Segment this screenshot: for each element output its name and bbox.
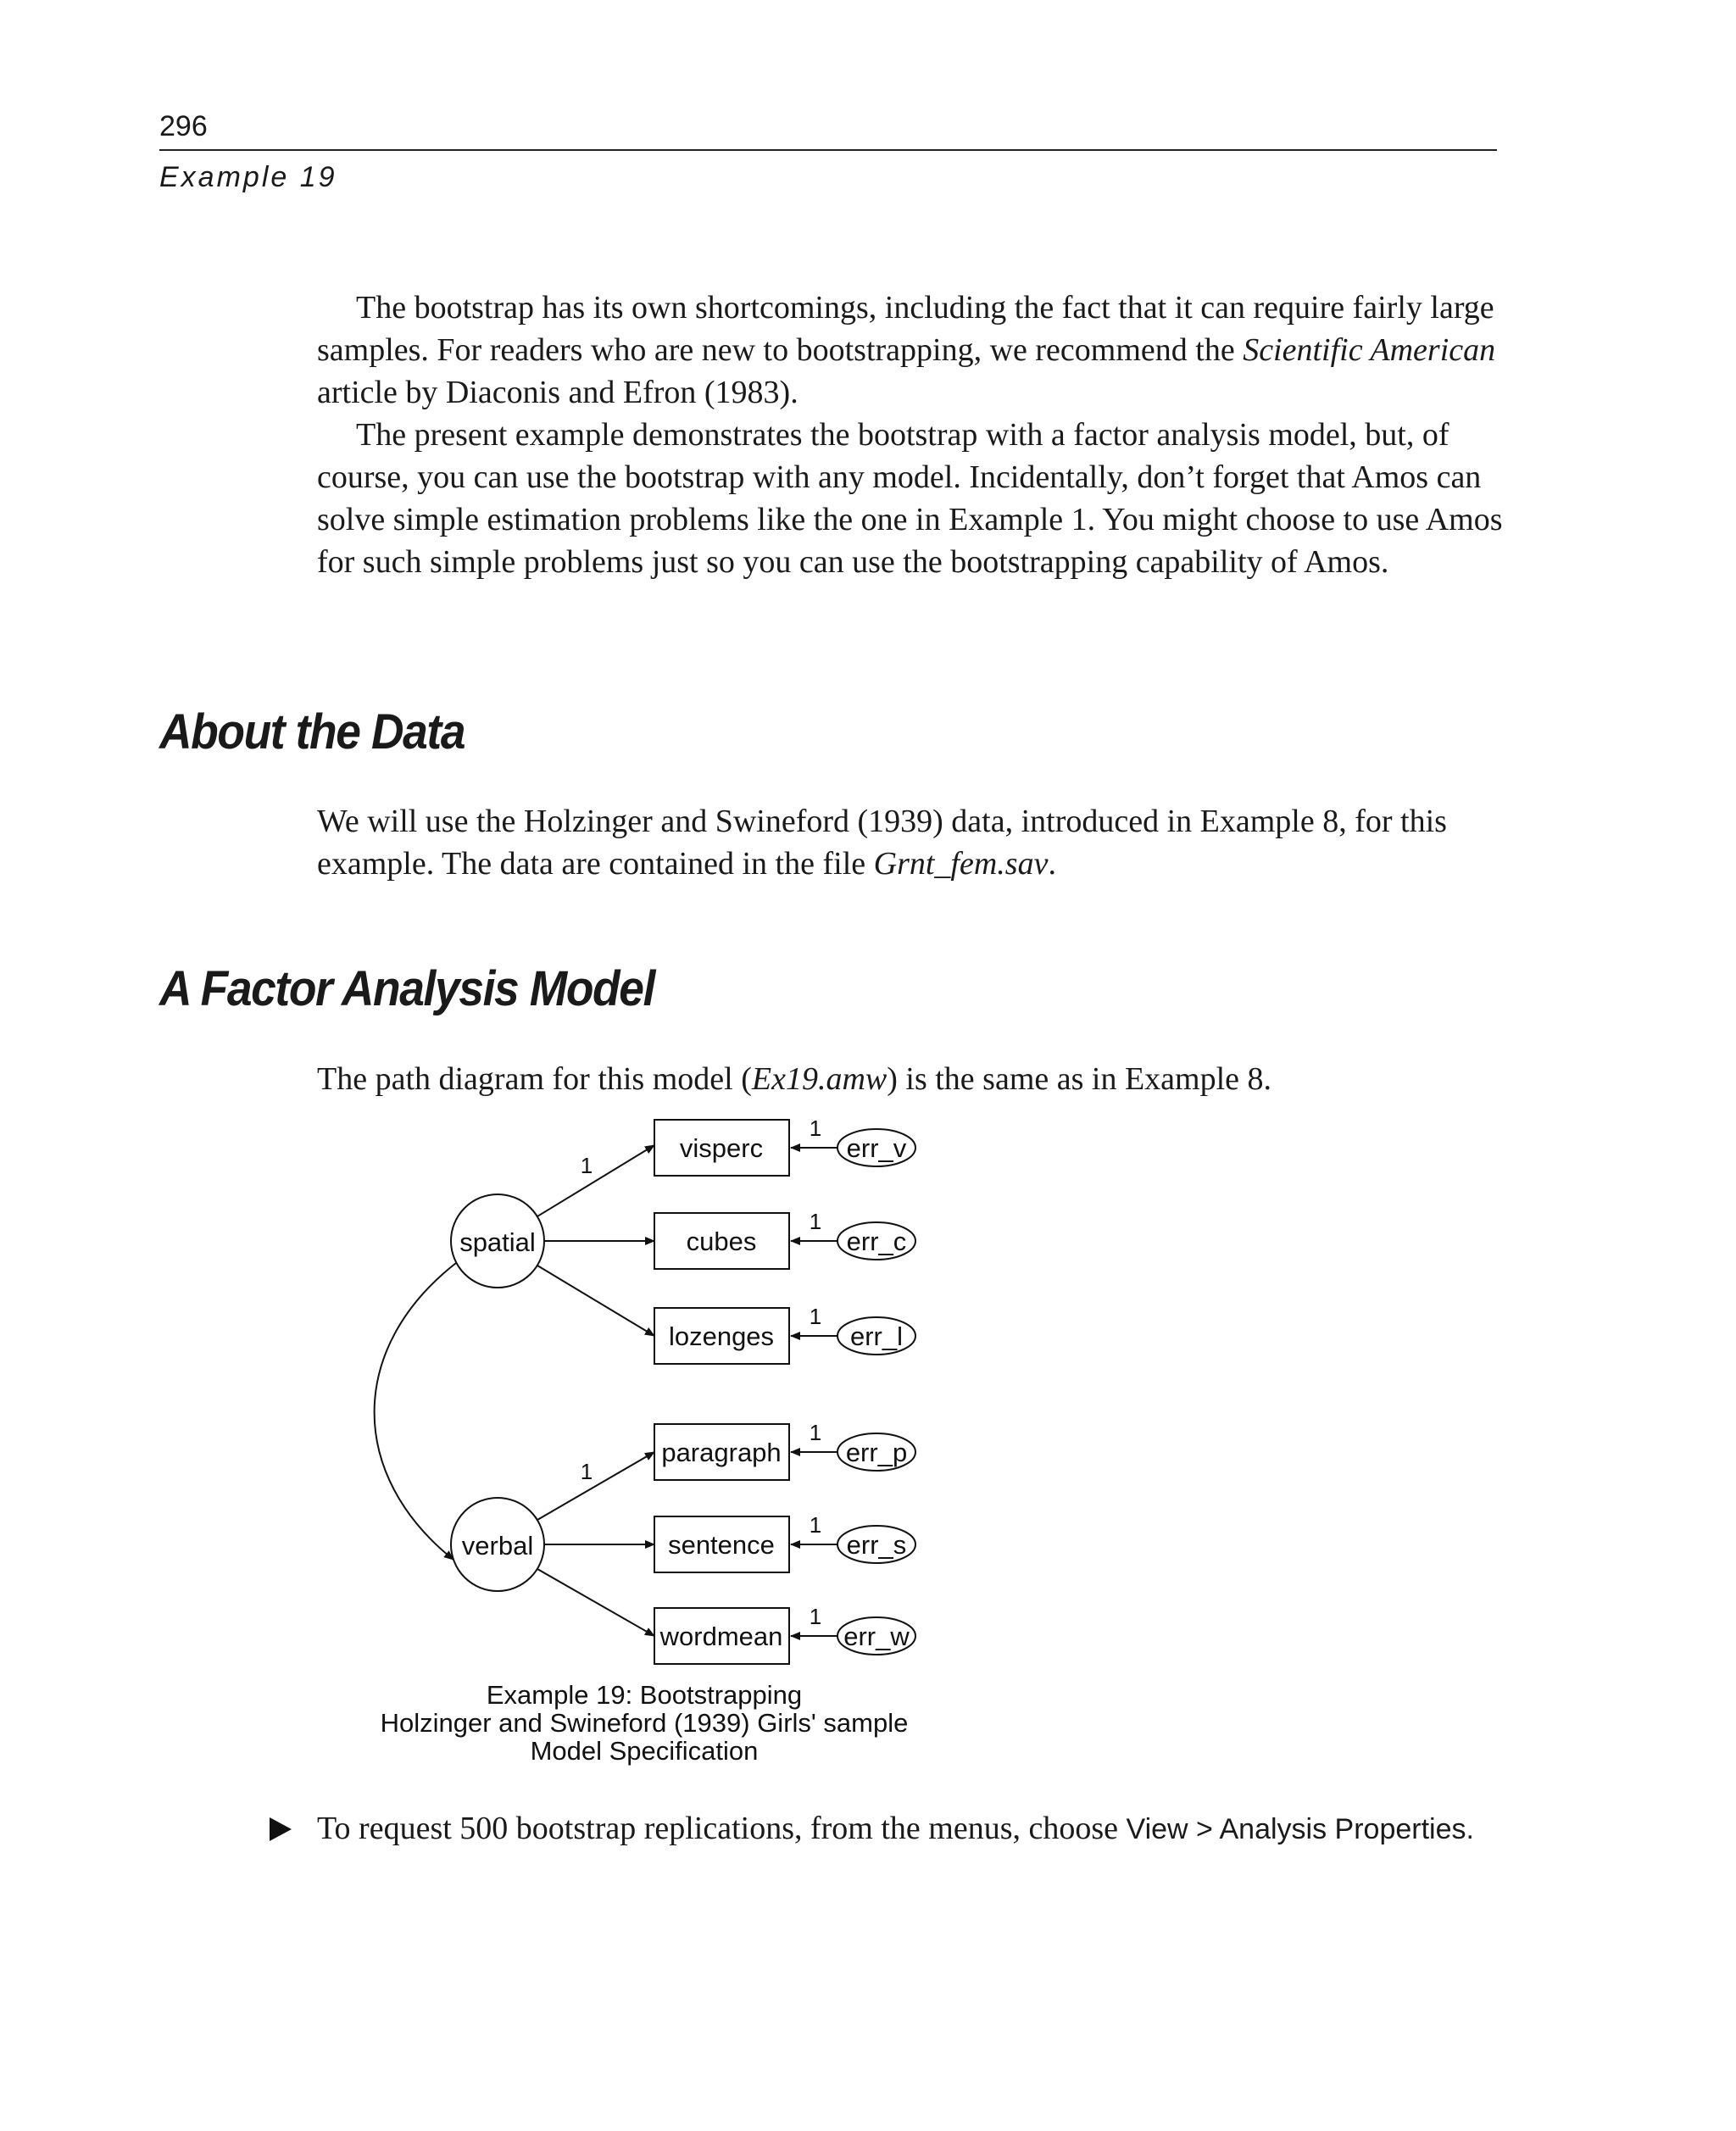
diagram-caption-line-3: Model Specification [530, 1736, 759, 1766]
latent-verbal-label: verbal [461, 1531, 534, 1561]
weight-label-err-v: 1 [809, 1116, 822, 1141]
error-err-p-label: err_p [845, 1438, 908, 1467]
instruction-text: To request 500 bootstrap replications, from the menus, choose View > Analysis Properties. [317, 1811, 1474, 1846]
page-number: 296 [159, 110, 208, 142]
path-spatial-lozenges [537, 1266, 654, 1336]
path-spatial-visperc [537, 1145, 654, 1216]
article-title: Scientific American [1243, 332, 1496, 368]
weight-label-err-c: 1 [809, 1209, 822, 1234]
weight-label-visperc: 1 [580, 1153, 593, 1178]
weight-label-paragraph: 1 [580, 1459, 593, 1484]
error-err-w-label: err_w [843, 1622, 910, 1651]
observed-wordmean-label: wordmean [659, 1622, 783, 1651]
weight-label-err-w: 1 [809, 1604, 822, 1629]
data-file-name: Grnt_fem.sav [873, 846, 1049, 882]
model-file-name: Ex19.amw [751, 1061, 887, 1097]
observed-sentence-label: sentence [668, 1530, 775, 1560]
diagram-caption-line-1: Example 19: Bootstrapping [486, 1680, 803, 1710]
latent-spatial-label: spatial [459, 1227, 536, 1257]
error-err-c-label: err_c [846, 1227, 907, 1256]
error-err-v-label: err_v [846, 1133, 907, 1163]
path-verbal-paragraph [537, 1452, 654, 1520]
path-verbal-wordmean [537, 1569, 654, 1636]
covariance-arrow [375, 1263, 456, 1560]
section-heading-factor-model: A Factor Analysis Model [159, 961, 655, 1016]
section-heading-about-data: About the Data [159, 704, 465, 759]
diagram-caption-line-2: Holzinger and Swineford (1939) Girls' sample [380, 1708, 909, 1738]
intro-paragraph-1: The bootstrap has its own shortcomings, including the fact that it can require fairly large samples. For readers who are new to bootstrapping, we recommend the Scientific American article by Diaconis and Efron (1983). [317, 290, 1496, 410]
step-marker-icon [270, 1817, 292, 1841]
factor-model-paragraph: The path diagram for this model (Ex19.amw) is the same as in Example 8. [317, 1061, 1272, 1097]
observed-visperc-label: visperc [679, 1133, 764, 1163]
observed-lozenges-label: lozenges [668, 1321, 775, 1351]
weight-label-err-l: 1 [809, 1304, 822, 1329]
observed-paragraph-label: paragraph [661, 1438, 782, 1467]
weight-label-err-s: 1 [809, 1512, 822, 1538]
observed-cubes-label: cubes [686, 1227, 757, 1256]
about-data-paragraph: We will use the Holzinger and Swineford (1939) data, introduced in Example 8, for this example. The data are contained in the file Grnt_fem.sav. [317, 804, 1447, 882]
error-err-l-label: err_l [849, 1321, 904, 1351]
running-head: Example 19 [159, 161, 337, 193]
menu-separator: > [1188, 1813, 1220, 1845]
menu-view: View [1126, 1813, 1188, 1845]
error-err-s-label: err_s [846, 1530, 907, 1560]
menu-analysis-properties: Analysis Properties [1219, 1813, 1466, 1845]
intro-paragraph-2: The present example demonstrates the bootstrap with a factor analysis model, but, of course, you can use the bootstrap with any model. Incidentally, don’t forget that Amos can solve simple estimation problems like the one in Example 1. You might choose to use Amos for such simple problems just so you can use the bootstrapping capability of Amos. [317, 417, 1503, 580]
weight-label-err-p: 1 [809, 1420, 822, 1445]
